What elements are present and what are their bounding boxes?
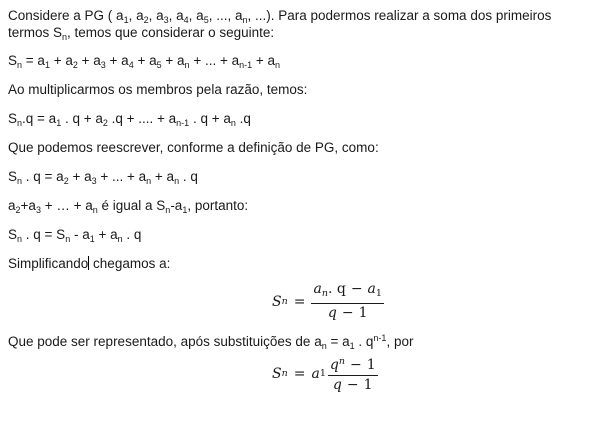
text-line-rewritten-sum: $S_n$ . $q = a_2 + a_3$ + ... + $a_n + a_n$ . q — [8, 169, 198, 186]
text-line-equality: $a_2+a_3$ + … + $a_n$ é igual a $S_n-a_1$, portanto: — [8, 198, 249, 215]
text-line-rewrite: Que podemos reescrever, conforme a definição de PG, como: — [8, 140, 379, 155]
fraction: $\frac{a_n. q - a_1}{q - 1}$ — [313, 281, 382, 321]
formula-sum-simplified: S n = $\frac{a_n. q - a_1}{q - 1}$ — [272, 281, 382, 321]
text-line-multiplied-sum: $S_n.q = a_1$ . $q + a_2$ .q + .... + $a_{n-1}$ . $q + a_n$ .q — [8, 111, 251, 128]
formula-sum-final: S n = a 1 $\frac{q^n - 1}{q - 1}$ — [272, 356, 376, 393]
fraction: $\frac{q^n - 1}{q - 1}$ — [329, 356, 376, 393]
text-line-substitution: Que pode ser representado, após substituições de $a_n = a_1$ . $q^{n-1}$, por — [8, 333, 414, 351]
text-line-terms: termos $S_n$, temos que considerar o seguinte: — [8, 25, 275, 42]
text-line-pg-definition: Considere a PG ( $a_1$, $a_2$, $a_3$, $a_4$, $a_5$, ..., $a_n$, ...). Para podermos realizar a soma dos primeiros — [8, 8, 552, 25]
text-line-multiply: Ao multiplicarmos os membros pela razão, temos: — [8, 82, 308, 97]
text-line-simplifying: Simplificando chegamos a: — [8, 256, 171, 271]
text-line-sum-expansion: $S_n = a_1 + a_2 + a_3 + a_4 + a_5 + a_n$ + ... + $a_{n-1} + a_n$ — [8, 53, 281, 70]
text-line-therefore: $S_n$ . $q = S_n - a_1 + a_n$ . q — [8, 227, 142, 244]
document-body — [8, 0, 604, 431]
